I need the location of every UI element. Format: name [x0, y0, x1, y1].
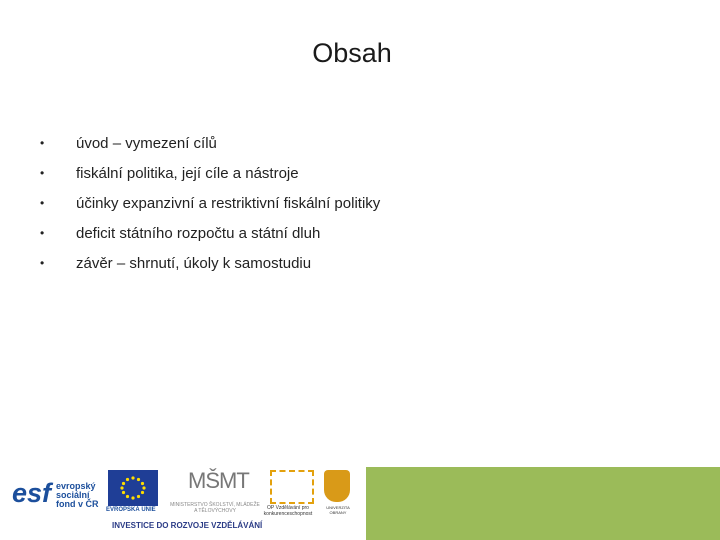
list-item-text: deficit státního rozpočtu a státní dluh — [76, 224, 321, 242]
sponsor-logo-strip — [8, 462, 364, 540]
op-logo-icon — [270, 470, 314, 504]
list-item-text: závěr – shrnutí, úkoly k samostudiu — [76, 254, 312, 272]
slide-title: Obsah — [312, 38, 392, 68]
university-label: UNIVERZITA OBRANY — [326, 505, 350, 515]
bullet-marker: • — [40, 226, 45, 240]
msmt-label: MINISTERSTVO ŠKOLSTVÍ, MLÁDEŽE A TĚLOVÝCHOVY — [170, 502, 260, 514]
bullet-marker: • — [40, 136, 45, 150]
eu-stars-icon — [108, 470, 158, 506]
esf-logo: esf — [12, 478, 52, 508]
bullet-list — [40, 128, 380, 278]
list-item — [40, 248, 380, 278]
op-label: OP Vzdělávání pro konkurenceschopnost — [263, 505, 313, 517]
list-item-text: účinky expanzivní a restriktivní fiskální politiky — [76, 194, 381, 212]
eu-label: EVROPSKÁ UNIE — [106, 507, 156, 513]
accent-block — [366, 467, 720, 540]
bullet-marker: • — [40, 196, 45, 210]
list-item-text: fiskální politika, její cíle a nástroje — [76, 164, 299, 182]
bullet-marker: • — [40, 256, 45, 270]
list-item — [40, 128, 380, 158]
investice-slogan: INVESTICE DO ROZVOJE VZDĚLÁVÁNÍ — [112, 521, 263, 530]
list-item-text: úvod – vymezení cílů — [76, 134, 217, 152]
esf-subtitle: evropský sociální fond v ČR — [56, 481, 99, 509]
list-item — [40, 158, 380, 188]
list-item — [40, 188, 380, 218]
university-crest-icon — [324, 470, 350, 502]
msmt-logo: MŠMT — [188, 468, 249, 493]
list-item — [40, 218, 380, 248]
eu-flag-icon — [108, 470, 158, 506]
bullet-marker: • — [40, 166, 45, 180]
